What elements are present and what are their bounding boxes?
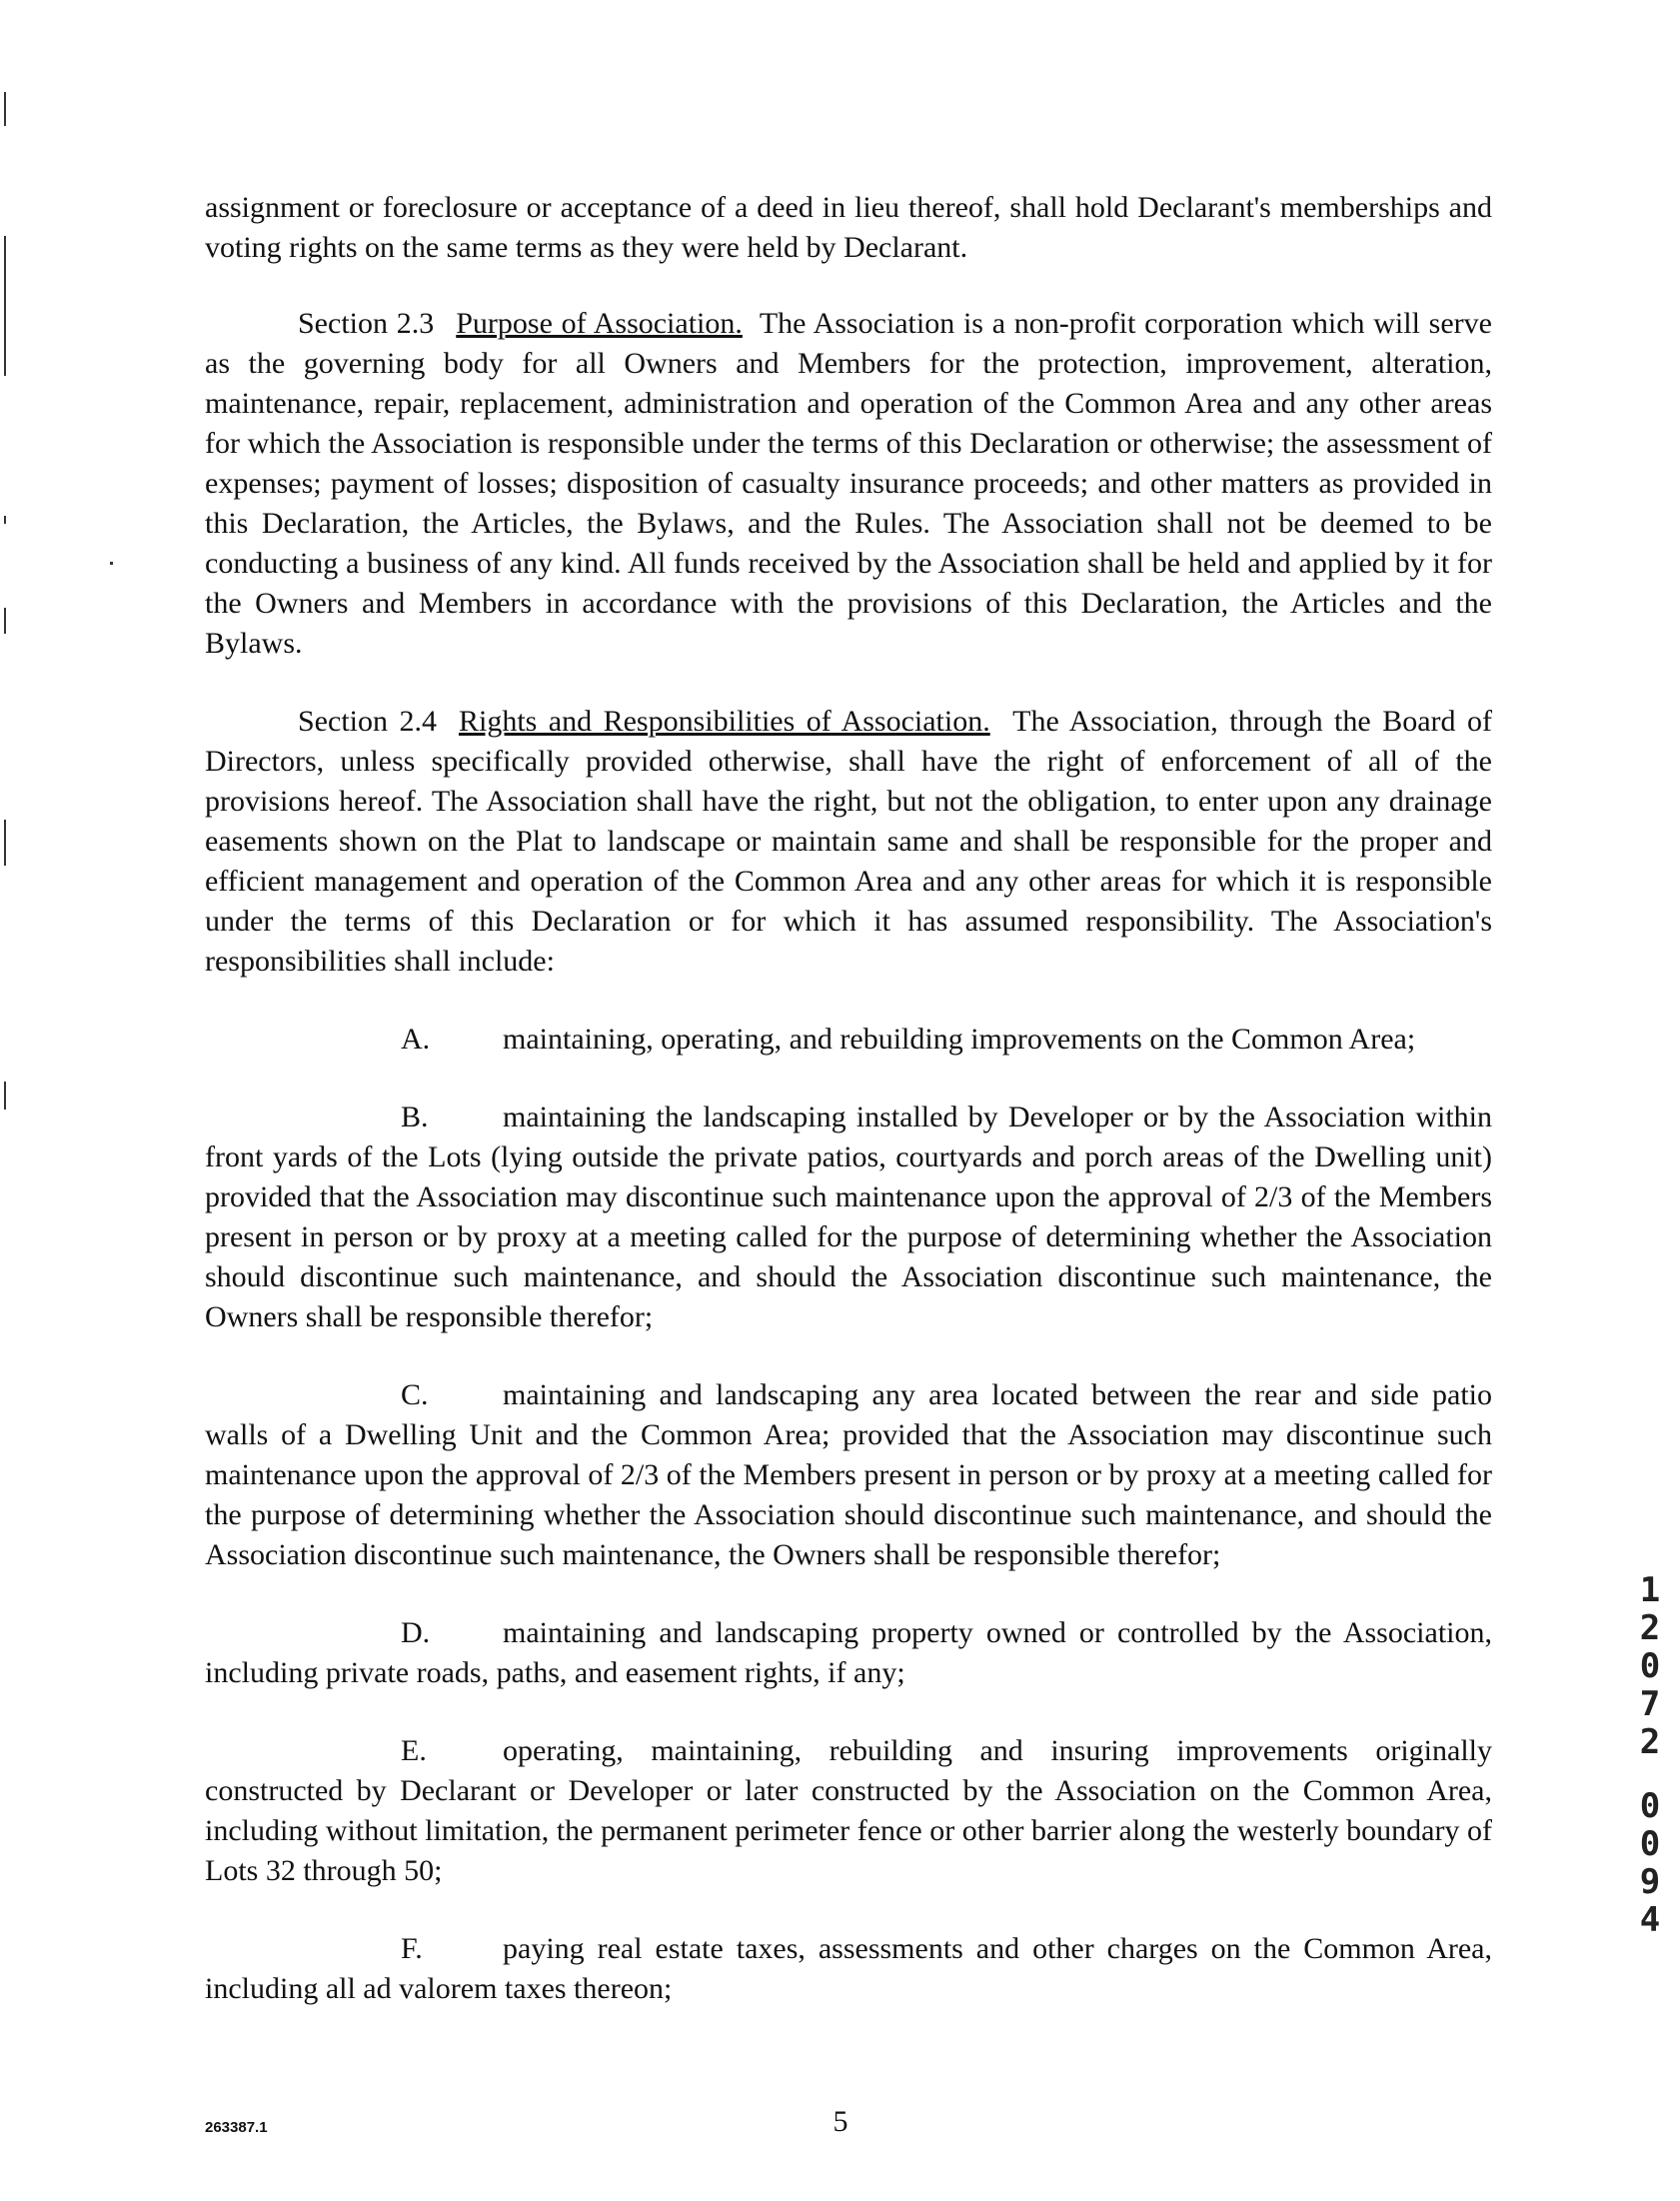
list-item — [205, 1613, 1492, 1693]
stamp-gap — [1632, 1761, 1668, 1787]
scan-mark — [110, 562, 113, 565]
list-item — [205, 1929, 1492, 2009]
item-text: maintaining and landscaping any area located between the rear and side patio walls of a Dwelling Unit and the Common Area; provided that the Association may discontinue such maintenance upon the approval of 2/3 of the Members present in person or by proxy at a meeting called for the purpose of determining whether the Association should discontinue such maintenance, and should the Association discontinue such maintenance, the Owners shall be responsible therefor; — [205, 1378, 1492, 1571]
item-letter: B. — [401, 1100, 429, 1133]
stamp-digit: 0 — [1639, 1786, 1661, 1826]
scan-mark — [4, 92, 6, 126]
recording-stamp — [1632, 1571, 1668, 1939]
continuation-paragraph: assignment or foreclosure or acceptance of a deed in lieu thereof, shall hold Declarant's memberships and voting rights on the same terms as they were held by Declarant. — [205, 191, 1492, 264]
footer-doc-id: 263387.1 — [205, 2119, 268, 2136]
scan-mark — [4, 516, 6, 524]
stamp-digit: 2 — [1639, 1608, 1661, 1648]
stamp-digit: 0 — [1639, 1646, 1661, 1686]
document-body — [205, 188, 1492, 2047]
stamp-digit: 1 — [1639, 1570, 1661, 1610]
scan-mark — [4, 236, 6, 376]
item-letter: A. — [401, 1023, 431, 1056]
list-item — [205, 1375, 1492, 1575]
stamp-digit: 0 — [1639, 1824, 1661, 1864]
page-number: 5 — [833, 2105, 848, 2138]
section-2-4 — [205, 702, 1492, 982]
section-number: Section 2.4 — [298, 705, 437, 738]
list-item — [205, 1098, 1492, 1337]
item-letter: F. — [401, 1932, 423, 1965]
item-text: maintaining, operating, and rebuilding improvements on the Common Area; — [503, 1023, 1416, 1056]
stamp-digit: 7 — [1639, 1684, 1661, 1724]
section-number: Section 2.3 — [298, 307, 435, 340]
section-heading: Rights and Responsibilities of Association. — [458, 705, 990, 738]
stamp-digit: 9 — [1639, 1862, 1661, 1902]
section-body: The Association, through the Board of Directors, unless specifically provided otherwise, shall have the right of enforcement of all of the provisions hereof. The Association shall have the right, but not the obligation, to enter upon any drainage easements shown on the Plat to landscape or maintain same and shall be responsible for the proper and efficient management and operation of the Common Area and any other areas for which it is responsible under the terms of this Declaration or for which it has assumed responsibility. The Association's responsibilities shall include: — [205, 705, 1492, 978]
item-letter: E. — [401, 1734, 427, 1767]
scan-mark — [4, 1082, 6, 1109]
item-letter: D. — [401, 1616, 431, 1649]
item-text: maintaining the landscaping installed by Developer or by the Association within front yards of the Lots (lying outside the private patios, courtyards and porch areas of the Dwelling unit) provided that the Association may discontinue such maintenance upon the approval of 2/3 of the Members present in person or by proxy at a meeting called for the purpose of determining whether the Association should discontinue such maintenance, and should the Association discontinue such maintenance, the Owners shall be responsible therefor; — [205, 1100, 1492, 1333]
item-text: paying real estate taxes, assessments and other charges on the Common Area, including all ad valorem taxes thereon; — [205, 1932, 1492, 2005]
list-item — [205, 1020, 1492, 1060]
stamp-digit: 4 — [1639, 1900, 1661, 1940]
stamp-digit: 2 — [1639, 1722, 1661, 1762]
scan-mark — [4, 608, 6, 634]
section-body: The Association is a non-profit corporation which will serve as the governing body for all Owners and Members for the protection, improvement, alteration, maintenance, repair, replacement, administration and operation of the Common Area and any other areas for which the Association is responsible under the terms of this Declaration or otherwise; the assessment of expenses; payment of losses; disposition of casualty insurance proceeds; and other matters as provided in this Declaration, the Articles, the Bylaws, and the Rules. The Association shall not be deemed to be conducting a business of any kind. All funds received by the Association shall be held and applied by it for the Owners and Members in accordance with the provisions of this Declaration, the Articles and the Bylaws. — [205, 307, 1492, 660]
item-text: maintaining and landscaping property owned or controlled by the Association, including private roads, paths, and easement rights, if any; — [205, 1616, 1492, 1689]
scan-mark — [4, 820, 6, 866]
item-text: operating, maintaining, rebuilding and insuring improvements originally constructed by Declarant or Developer or later constructed by the Association on the Common Area, including without limitation, the permanent perimeter fence or other barrier along the westerly boundary of Lots 32 through 50; — [205, 1734, 1492, 1887]
list-item — [205, 1731, 1492, 1891]
section-2-3 — [205, 304, 1492, 664]
section-heading: Purpose of Association. — [456, 307, 743, 340]
item-letter: C. — [401, 1378, 429, 1411]
